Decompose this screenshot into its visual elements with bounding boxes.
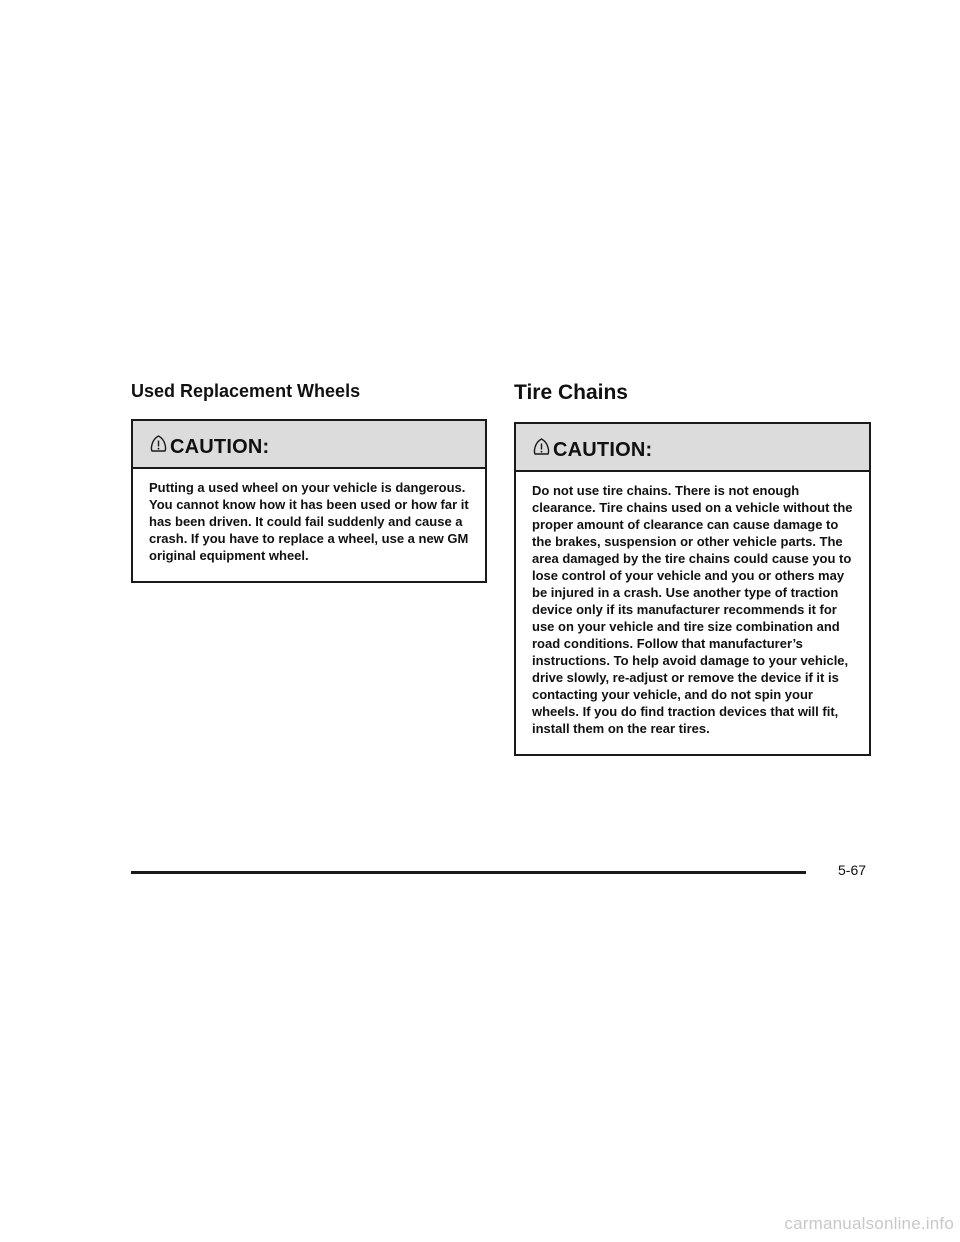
page-number: 5-67: [838, 862, 867, 878]
caution-label: CAUTION:: [170, 436, 270, 458]
watermark: carmanualsonline.info: [784, 1214, 954, 1233]
caution-icon: [150, 434, 167, 454]
caution-box: [514, 422, 871, 756]
caution-body: [516, 472, 869, 754]
section-heading: Tire Chains: [514, 381, 628, 404]
section-heading: Used Replacement Wheels: [131, 381, 361, 401]
section-used-replacement-wheels: [131, 378, 487, 583]
footer-rule: [131, 871, 806, 874]
caution-label: CAUTION:: [553, 439, 653, 461]
caution-text: Putting a used wheel on your vehicle is dangerous. You cannot know how it has been used or how far it has been driven. It could fail suddenly and cause a crash. If you have to replace a wheel, use a new GM original equipment wheel.: [149, 480, 469, 563]
caution-header: [516, 424, 869, 472]
caution-body: [133, 469, 485, 581]
section-tire-chains: [514, 378, 871, 756]
caution-box: [131, 419, 487, 583]
caution-icon: [533, 437, 550, 457]
caution-text: Do not use tire chains. There is not enough clearance. Tire chains used on a vehicle without the proper amount of clearance can cause damage to the brakes, suspension or other vehicle parts. The area damaged by the tire chains could cause you to lose control of your vehicle and you or others may be injured in a crash. Use another type of traction device only if its manufacturer recommends it for use on your vehicle and tire size combination and road conditions. Follow that manufacturer’s instructions. To help avoid damage to your vehicle, drive slowly, re-adjust or remove the device if it is contacting your vehicle, and do not spin your wheels. If you do find traction devices that will fit, install them on the rear tires.: [532, 483, 853, 736]
caution-header: [133, 421, 485, 469]
